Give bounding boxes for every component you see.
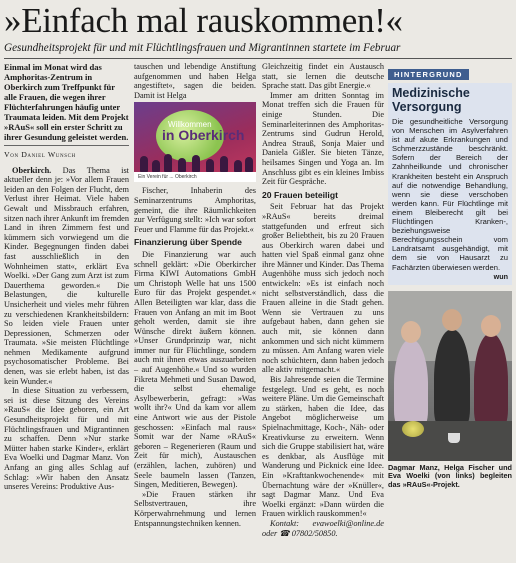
paragraph: Immer am dritten Sonntag im Monat treffen sich die Frauen für einige Stunden. Die Seminarleiterinnen des Amphoritas-Zentrums sind Gudrun Herold, Andrea Strauß, Sonja Maier und Daniela Gißler. Sie bieten Tänze, heilsames Singen und Yoga an. Im Anschluss gibt es ein kleines Imbiss Zeit für Gespräche. <box>262 90 384 187</box>
sidebar-signature: wun <box>493 271 508 281</box>
paragraph: Gleichzeitig findet ein Austausch statt, sie lernen die deutsche Sprache statt. Das gibt Energie.« <box>262 62 384 91</box>
paragraph: Bis Jahresende seien die Termine festgelegt. Und es geht, es noch weitere Pläne. Um die Gemeinschaft zu stärken, haben die Idee, das Angebot möglicherweise um Spielnachmittage, Koch-, Näh- oder Kreativkurse zu erweitern. Wenn sich die Gruppe stabilisiert hat, wäre es denkbar, als Ausflüge mit Wanderung und Picknick eine Idee. Ein »Krafttankwochenende« mit Übernachtung wäre der »Knüller«, sagt Dagmar Manz. Und Eva Woelki ergänzt: »Dann würden die Frauen wirklich rauskommen!« <box>262 375 384 519</box>
column-1 <box>4 62 129 492</box>
section-heading: 20 Frauen beteiligt <box>262 189 338 200</box>
paragraph: Fischer, Inhaberin des Seminarzentrums Amphoritas, gemeint, die ihre Räumlichkeiten zur Verfügung stellt: »Ich war sofort Feuer und Flamme für das Projekt.« <box>134 186 256 234</box>
photo-person-middle <box>434 329 470 429</box>
photo-caption: Dagmar Manz, Helga Fischer und Eva Woelki (von links) begleiten das »RAuS«-Projekt. <box>388 462 512 489</box>
ad-people-silhouettes <box>134 152 256 172</box>
byline-rule <box>4 145 129 146</box>
byline: Von Daniel Wunsch <box>4 150 76 159</box>
sidebar-text: Die gesundheitliche Versorgung von Menschen im Asylverfahren ist auf akute Erkrankungen und Schmerzzustände beschränkt. Sofern der Bereich der Zahnheilkunde und chronischer Krankheiten besteht ein Anspruch auf die notwendige Behandlung, wenn sie diese verschoben werden kann. Für Flüchtlinge mit einem Bleiberecht gilt bei Flüchtlingen Kranken-, beziehungsweise Berechtigungsschein vom Landratsamt ausgehändigt, mit dem sie von Hausarzt zu Fachärzten überwiesen werden. <box>392 117 508 272</box>
photo-head-middle <box>442 309 462 331</box>
sidebar-box <box>388 83 512 285</box>
ad-title-line-1: Willkommen <box>168 120 212 130</box>
paragraph: Die Finanzierung war auch schnell geklärt: »Die Oberkircher Firma KIWI Automations GmbH um Christoph Welle hat uns 1500 Euro für das Projekt gespendet.« Allen Beteiligten war klar, dass die Frauen von Anfang an mit im Boot geholt werden, damit sie ihre Wünsche direkt äußern können. »Unser Grundprinzip war, nicht immer nur für Flüchtlinge, sondern auch mit ihnen etwas auszuarbeiten – auf Augenhöhe.« Und so wurden Fikreta Mehmeti und Susan Dawod, die selbst ehemalige Asylbewerberin, gefragt: »Was wollt ihr?« Und da kam vor allem eine Antwort wie aus der Pistole geschossen: »Einfach mal raus« Somit war der Name »RAuS« geboren – Regenerieren (Raum und Zeit für mich), Austauschen (erzählen, lachen, zuhören) und Seele baumeln lassen (Tanzen, Singen, Meditieren, Bewegen). <box>134 249 256 490</box>
headline: »Einfach mal rauskommen!« <box>4 1 403 40</box>
dateline: Oberkirch. <box>12 165 52 175</box>
column-2 <box>134 62 256 528</box>
welcome-ad-image <box>134 102 256 182</box>
paragraph: Seit Februar hat das Projekt »RAuS« bereits dreimal stattgefunden und erfreut sich großer Beliebtheit, bis zu 20 Frauen aus Oberkirch waren dabei und hatten viel Spaß einmal ganz ohne ihre Männer und Kinder. Das Thema Augenhöhe muss sich jedoch noch entwickeln: »Es ist einfach noch nicht selbstverständlich, dass die Frauen alleine in die Stadt gehen. Wenn sie Vertrauen zu uns aufgebaut haben, dann gehen sie auch mit, sie können dann ankommen und sich nicht kümmern zu müssen. Am Anfang waren viele noch schüchtern, dann haben jedoch alle aktiv mitgemacht.« <box>262 202 384 375</box>
intro-paragraph: Einmal im Monat wird das Amphoritas-Zentrum in Oberkirch zum Treffpunkt für alle Frauen, die wegen ihrer Flüchterfahrungen häufig unter Traumata leiden. Mit dem Projekt »RAuS« soll ein erster Schritt zu ihrer Gesundung geleistet werden. <box>4 62 129 142</box>
photo-cup <box>448 433 460 443</box>
subheadline: Gesundheitsprojekt für und mit Flüchtlingsfrauen und Migrantinnen startete im Februar <box>4 42 401 54</box>
paragraph <box>4 166 129 387</box>
group-photo <box>388 291 512 461</box>
sidebar-title: Medizinische Versorgung <box>392 86 470 114</box>
contact-line: Kontakt: evawoelki@online.de oder ☎ 07802/50850. <box>262 518 384 538</box>
sidebar-label: HINTERGRUND <box>388 69 469 80</box>
paragraph: tauschen und lebendige Anstiftung aufgenommen und haben Helga angestiftet«, sagen die beiden. Damit ist Helga <box>134 62 256 100</box>
photo-person-right <box>474 333 508 429</box>
paragraph: In diese Situation zu verbessern, sei ist diese Sitzung des Vereins »RauS« die Idee geboren, ein Art Gesundheitsprojekt für und mit Flüchtlingsfrauen und Migrantinnen zu schaffen. Denn »Nur starke Mütter haben starke Kinder«, erklärt Eva Woelki und Dagmar Manz. Von Anfang an ging alles Schlag auf Schlag: »Wir haben den Ansatz unseres Vereins: Produktive Aus- <box>4 386 129 492</box>
background-sidebar <box>388 64 512 489</box>
photo-flowers <box>402 421 424 437</box>
ad-footer: Ein Verein für ... Oberkirch <box>134 172 256 182</box>
paragraph: »Die Frauen stärken ihr Selbstvertrauen, ihre Körperwahrnehmung und lernen Entspannungstechniken kennen. <box>134 489 256 528</box>
photo-person-left <box>394 339 428 429</box>
photo-head-left <box>401 321 421 343</box>
ad-title-line-2: in Oberkirch <box>162 127 245 144</box>
paragraph-text: Das Thema ist aktueller denn je: »Vor allem Frauen leiden an den Folgen der Flucht, dem Verlust ihrer Heimat. Viele haben Gewalt und Missbrauch erfahren, sitzen nach ihrer Ankunft im fremden Land in ihren Zimmern fest und kümmern sich vorwiegend um die Kinder. Begegnungen finden dabei fast ausschließlich in den Wohnheimen statt«, erklärt Eva Woelki. »Der Gang zum Arzt ist zum Dauerthema geworden.« Die Belastungen, die kulturelle Unsicherheit und vieles mehr führen zu verschiedenen Krankheitsbildern: So leiden viele Frauen unter Depressionen, Schmerzen oder Traumata. »Sie meisten Flüchtlinge nehmen Medikamente aufgrund psychosomatischer Probleme. Bei denen, was sie erlebt haben, ist das kein Wunder.« <box>4 165 129 386</box>
header-rule <box>4 58 512 59</box>
photo-head-right <box>481 315 501 337</box>
section-heading: Finanzierung über Spende <box>134 237 242 248</box>
column-3 <box>262 62 384 538</box>
